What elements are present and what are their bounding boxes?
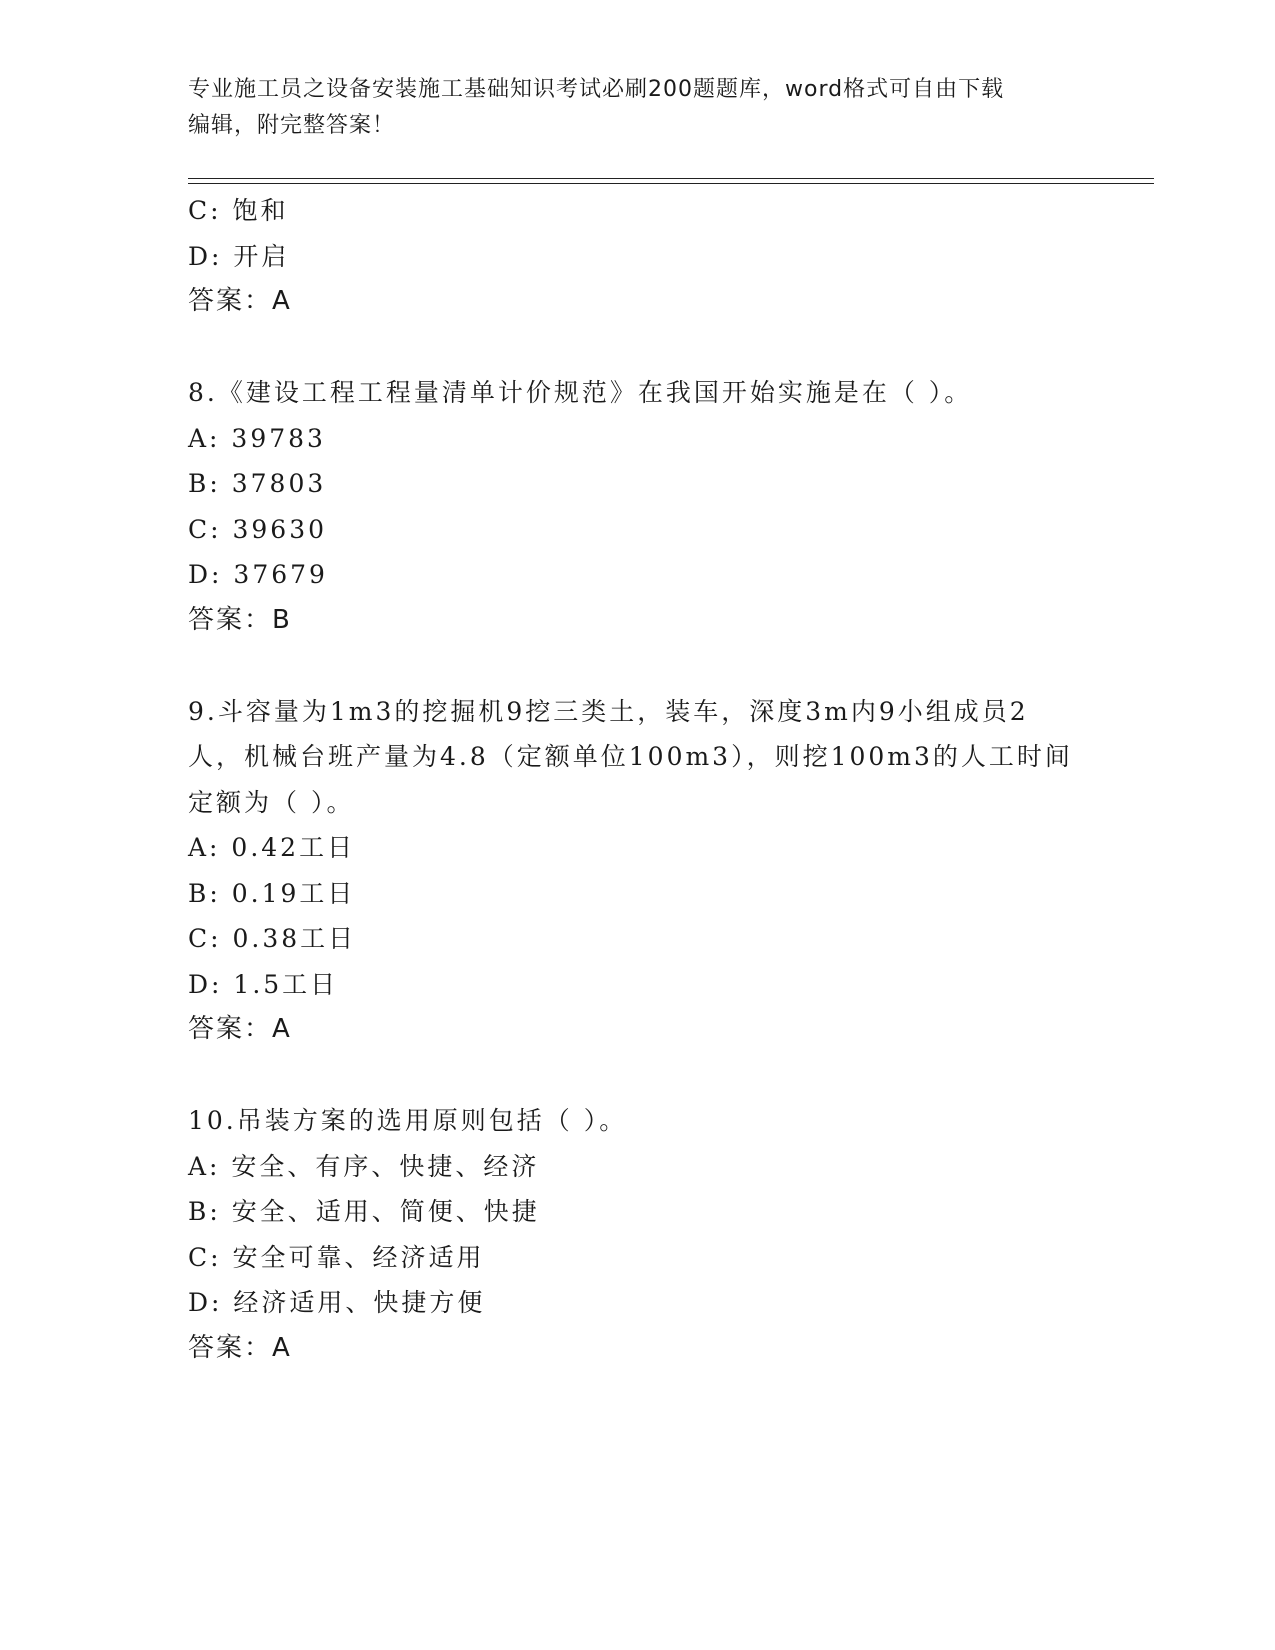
option-c: C: 安全可靠、经济适用 <box>188 1242 485 1272</box>
question-9-text-line-3: 定额为（ ）。 <box>188 787 355 817</box>
spacer <box>188 325 1088 371</box>
option-b: B: 0.19工日 <box>188 878 356 908</box>
prev-question-block <box>188 188 1088 325</box>
question-9-block <box>188 689 1088 1053</box>
question-9-text-line-1: 9.斗容量为1m3的挖掘机9挖三类土，装车，深度3m内9小组成员2 <box>188 696 1029 726</box>
question-10-text: 10.吊装方案的选用原则包括（ ）。 <box>188 1106 628 1135</box>
question-8-text: 8.《建设工程工程量清单计价规范》在我国开始实施是在（ ）。 <box>188 378 973 407</box>
header-rule-top <box>188 178 1154 179</box>
header-line-1: 专业施工员之设备安装施工基础知识考试必刷200题题库，word格式可自由下载 <box>188 77 1005 102</box>
document-body <box>188 188 1088 1371</box>
option-a: A: 39783 <box>188 423 326 453</box>
spacer <box>188 1053 1088 1099</box>
question-9-text-line-2: 人，机械台班产量为4.8（定额单位100m3），则挖100m3的人工时间 <box>188 742 1073 771</box>
question-10-block <box>188 1098 1088 1371</box>
option-d: D: 37679 <box>188 560 328 589</box>
option-c: C: 0.38工日 <box>188 924 357 953</box>
option-c: C: 饱和 <box>188 196 289 225</box>
header-line-2: 编辑，附完整答案！ <box>188 113 396 138</box>
document-header <box>188 72 1068 144</box>
header-rule-bottom <box>188 183 1154 184</box>
answer-line: 答案：A <box>188 1014 292 1044</box>
option-a: A: 安全、有序、快捷、经济 <box>188 1151 540 1181</box>
option-d: D: 开启 <box>188 241 290 271</box>
answer-line: 答案：A <box>188 1332 292 1363</box>
option-b: B: 安全、适用、简便、快捷 <box>188 1197 540 1226</box>
answer-line: 答案：A <box>188 286 292 316</box>
question-8-block <box>188 370 1088 643</box>
option-d: D: 经济适用、快捷方便 <box>188 1288 486 1317</box>
option-a: A: 0.42工日 <box>188 833 356 862</box>
option-c: C: 39630 <box>188 514 328 544</box>
option-b: B: 37803 <box>188 469 327 498</box>
answer-line: 答案：B <box>188 604 292 635</box>
spacer <box>188 643 1088 689</box>
option-d: D: 1.5工日 <box>188 969 339 999</box>
